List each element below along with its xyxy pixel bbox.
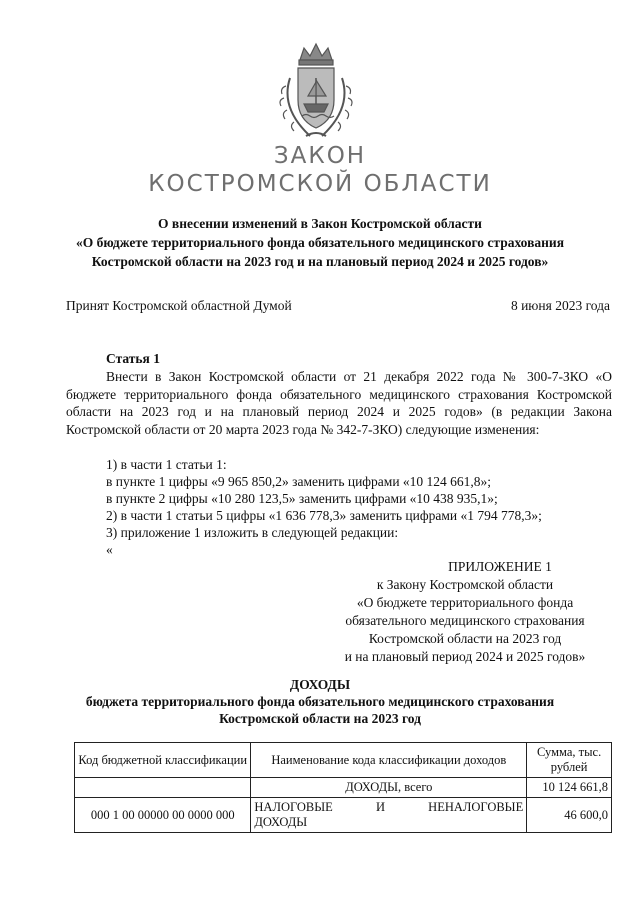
law-title: ЗАКОН xyxy=(273,143,367,169)
income-table xyxy=(74,742,612,833)
accepted-by: Принят Костромской областной Думой xyxy=(66,298,292,313)
row-name-line: ДОХОДЫ xyxy=(254,815,308,829)
opening-quote: « xyxy=(106,542,113,557)
article-intro-paragraph: Внести в Закон Костромской области от 21 декабря 2022 года № 300-7-ЗКО «О бюджете территориального фонда обязательного медицинского страхования Костромской области на 2023 год и на плановый период 2024 и 2025 годов» (в редакции Закона Костромской области от 20 марта 2023 года № 342-7-ЗКО) следующие изменения: xyxy=(66,369,612,437)
income-subtitle: Костромской области на 2023 год xyxy=(219,711,421,726)
table-cell-empty xyxy=(75,778,251,798)
row-amount: 46 600,0 xyxy=(527,798,612,833)
row-code: 000 1 00 00000 00 0000 000 xyxy=(75,798,251,833)
article-item: в пункте 1 цифры «9 965 850,2» заменить цифрами «10 124 661,8»; xyxy=(106,474,492,489)
income-heading xyxy=(20,676,620,727)
column-header-code: Код бюджетной классификации xyxy=(75,743,251,778)
heading-line: Костромской области на 2023 год и на плановый период 2024 и 2025 годов» xyxy=(91,254,549,269)
total-value: 10 124 661,8 xyxy=(527,778,612,798)
kostroma-coat-of-arms-icon xyxy=(270,38,362,142)
appendix-line: «О бюджете территориального фонда xyxy=(356,595,574,610)
appendix-line: к Закону Костромской области xyxy=(376,577,554,592)
heading-line: «О бюджете территориального фонда обязательного медицинского страхования xyxy=(76,235,564,250)
heading-line: О внесении изменений в Закон Костромской области xyxy=(158,216,482,231)
appendix-title: ПРИЛОЖЕНИЕ 1 xyxy=(448,559,552,574)
appendix-line: обязательного медицинского страхования xyxy=(345,613,585,628)
column-header-name: Наименование кода классификации доходов xyxy=(251,743,527,778)
appendix-line: и на плановый период 2024 и 2025 годов» xyxy=(344,649,586,664)
income-title: ДОХОДЫ xyxy=(289,677,351,692)
article-item: 3) приложение 1 изложить в следующей редакции: xyxy=(106,525,399,540)
table-header-row xyxy=(75,743,612,778)
appendix-block xyxy=(320,558,610,666)
article-item: 1) в части 1 статьи 1: xyxy=(106,457,227,472)
table-row-total xyxy=(75,778,612,798)
row-name-line: НАЛОГОВЫЕ И НЕНАЛОГОВЫЕ xyxy=(254,800,524,814)
article-item: в пункте 2 цифры «10 280 123,5» заменить цифрами «10 438 935,1»; xyxy=(106,491,498,506)
appendix-line: Костромской области на 2023 год xyxy=(368,631,562,646)
accepted-date: 8 июня 2023 года xyxy=(510,298,610,313)
total-label: ДОХОДЫ, всего xyxy=(251,778,527,798)
region-title: КОСТРОМСКОЙ ОБЛАСТИ xyxy=(148,171,492,197)
article-title: Статья 1 xyxy=(106,351,160,366)
article-item: 2) в части 1 статьи 5 цифры «1 636 778,3» заменить цифрами «1 794 778,3»; xyxy=(106,508,542,523)
column-header-amount: Сумма, тыс. рублей xyxy=(527,743,612,778)
row-name xyxy=(251,798,527,833)
table-row xyxy=(75,798,612,833)
law-heading xyxy=(40,214,600,271)
income-subtitle: бюджета территориального фонда обязательного медицинского страхования xyxy=(85,694,555,709)
